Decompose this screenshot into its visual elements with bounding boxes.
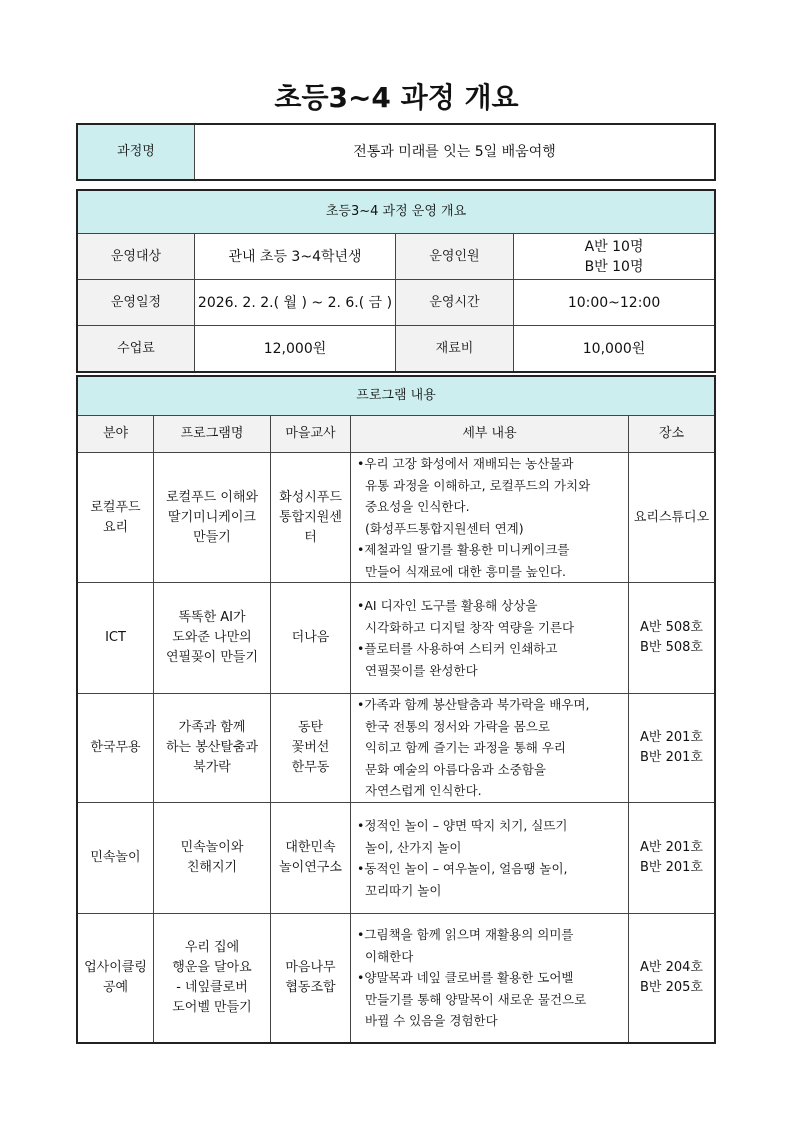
- program-name: [154, 914, 271, 1043]
- program-teacher: [271, 583, 351, 694]
- table-row: [78, 914, 715, 1043]
- headcount-b: B반 10명: [584, 258, 644, 275]
- program-field: [78, 694, 154, 803]
- detail-line: 바뀔 수 있음을 경험한다: [365, 1013, 498, 1029]
- program-teacher-text: 대한민속 놀이연구소: [279, 840, 342, 875]
- program-place: [629, 453, 715, 583]
- program-field: [78, 914, 154, 1043]
- detail-line: (화성푸드통합지원센터 연계): [365, 520, 524, 536]
- program-field: [78, 583, 154, 694]
- table-row: [78, 453, 715, 583]
- program-name: [154, 583, 271, 694]
- program-teacher-text: 동탄 꽃버선 한무동: [291, 720, 330, 775]
- target-value: 관내 초등 3~4학년생: [195, 234, 396, 280]
- detail-line: •가족과 함께 봉산탈춤과 북가락을 배우며,: [357, 697, 590, 713]
- headcount-label: 운영인원: [396, 234, 514, 280]
- program-name-text: 로컬푸드 이해와 딸기미니케이크 만들기: [165, 489, 259, 545]
- program-teacher: [271, 914, 351, 1043]
- tuition-value: 12,000원: [195, 326, 396, 372]
- time-label: 운영시간: [396, 280, 514, 326]
- schedule-label: 운영일정: [78, 280, 195, 326]
- column-header: 장소: [629, 416, 715, 453]
- detail-line: 문화 예술의 아름다움과 소중함을: [365, 761, 546, 777]
- detail-line: •제철과일 딸기를 활용한 미니케이크를: [357, 542, 570, 557]
- detail-line: •동적인 놀이 – 여우놀이, 얼음땡 놀이,: [357, 861, 568, 876]
- program-place: [629, 914, 715, 1043]
- program-field-text: 한국무용: [90, 740, 141, 755]
- program-field-text: 로컬푸드 요리: [90, 499, 141, 535]
- program-teacher: [271, 453, 351, 583]
- schedule-value: 2026. 2. 2.( 월 ) ~ 2. 6.( 금 ): [195, 280, 396, 326]
- column-header: 세부 내용: [351, 416, 629, 453]
- column-header: 분야: [78, 416, 154, 453]
- program-place: [629, 803, 715, 914]
- table-row: [78, 803, 715, 914]
- program-name: [154, 803, 271, 914]
- program-details: [351, 803, 629, 914]
- program-name-text: 우리 집에 행운을 달아요 - 네잎클로버 도어벨 만들기: [172, 940, 252, 1015]
- program-heading: 프로그램 내용: [78, 377, 715, 416]
- course-name-table: [77, 124, 715, 180]
- time-value: 10:00~12:00: [514, 280, 715, 326]
- program-place-text: 요리스튜디오: [633, 509, 710, 525]
- program-field: [78, 453, 154, 583]
- program-details: [351, 914, 629, 1043]
- detail-line: 한국 전통의 정서와 가락을 몸으로: [365, 718, 550, 734]
- detail-line: 놀이, 산가지 놀이: [365, 839, 462, 855]
- program-details: [351, 583, 629, 694]
- table-row: [78, 583, 715, 694]
- detail-line: 연필꽂이를 완성한다: [365, 662, 478, 678]
- program-teacher-text: 화성시푸드 통합지원센 터: [279, 489, 342, 545]
- detail-line: •AI 디자인 도구를 활용해 상상을: [357, 598, 538, 613]
- program-place: [629, 583, 715, 694]
- program-field: [78, 803, 154, 914]
- course-name-value: 전통과 미래를 잇는 5일 배움여행: [195, 125, 715, 180]
- program-place-text: A반 201호 B반 201호: [640, 840, 703, 875]
- program-name: [154, 694, 271, 803]
- detail-line: •양말목과 네잎 클로버를 활용한 도어벨: [357, 970, 574, 986]
- program-table: [77, 376, 715, 1043]
- tuition-label: 수업료: [78, 326, 195, 372]
- overview-table: [77, 190, 715, 372]
- program-field-text: 민속놀이: [90, 850, 141, 865]
- headcount-a: A반 10명: [584, 238, 644, 255]
- detail-line: 꼬리따기 놀이: [365, 882, 442, 898]
- program-place: [629, 694, 715, 803]
- headcount-value: [514, 234, 715, 280]
- target-label: 운영대상: [78, 234, 195, 280]
- detail-line: 만들어 식재료에 대한 흥미를 높인다.: [365, 563, 566, 579]
- detail-line: •우리 고장 화성에서 재배되는 농산물과: [357, 456, 574, 471]
- program-place-text: A반 508호 B반 508호: [640, 620, 703, 655]
- detail-line: 시각화하고 디지털 창작 역량을 기른다: [365, 619, 575, 635]
- course-name-label: 과정명: [78, 125, 195, 180]
- program-teacher-text: 더나음: [291, 630, 330, 645]
- page-title: 초등3~4 과정 개요: [274, 81, 519, 114]
- detail-line: •플로터를 사용하여 스티커 인쇄하고: [357, 641, 558, 656]
- program-field-text: ICT: [105, 630, 126, 645]
- detail-line: 중요성을 인식한다.: [365, 499, 470, 514]
- detail-line: 이해한다: [365, 948, 414, 964]
- detail-line: 익히고 함께 즐기는 과정을 통해 우리: [365, 740, 566, 756]
- program-field-text: 업사이클링 공예: [84, 960, 147, 995]
- detail-line: 만들기를 통해 양말목이 새로운 물건으로: [365, 991, 587, 1007]
- program-name: [154, 453, 271, 583]
- material-label: 재료비: [396, 326, 514, 372]
- program-place-text: A반 201호 B반 201호: [640, 730, 703, 765]
- detail-line: 유통 과정을 이해하고, 로컬푸드의 가치와: [365, 477, 591, 493]
- program-name-text: 민속놀이와 친해지기: [180, 840, 244, 875]
- program-name-text: 가족과 함께 하는 봉산탈춤과 북가락: [165, 720, 259, 775]
- detail-line: •정적인 놀이 – 양면 딱지 치기, 실뜨기: [357, 818, 568, 833]
- column-header: 마을교사: [271, 416, 351, 453]
- detail-line: 자연스럽게 인식한다.: [365, 783, 482, 799]
- program-details: [351, 453, 629, 583]
- program-place-text: A반 204호 B반 205호: [640, 960, 703, 995]
- overview-heading: 초등3~4 과정 운영 개요: [78, 191, 715, 234]
- program-name-text: 똑똑한 AI가 도와준 나만의 연필꽂이 만들기: [165, 610, 259, 665]
- program-details: [351, 694, 629, 803]
- material-value: 10,000원: [514, 326, 715, 372]
- program-teacher: [271, 803, 351, 914]
- detail-line: •그림책을 함께 읽으며 재활용의 의미를: [357, 927, 574, 943]
- table-row: [78, 694, 715, 803]
- column-header: 프로그램명: [154, 416, 271, 453]
- program-teacher-text: 마음나무 협동조합: [285, 960, 336, 995]
- program-teacher: [271, 694, 351, 803]
